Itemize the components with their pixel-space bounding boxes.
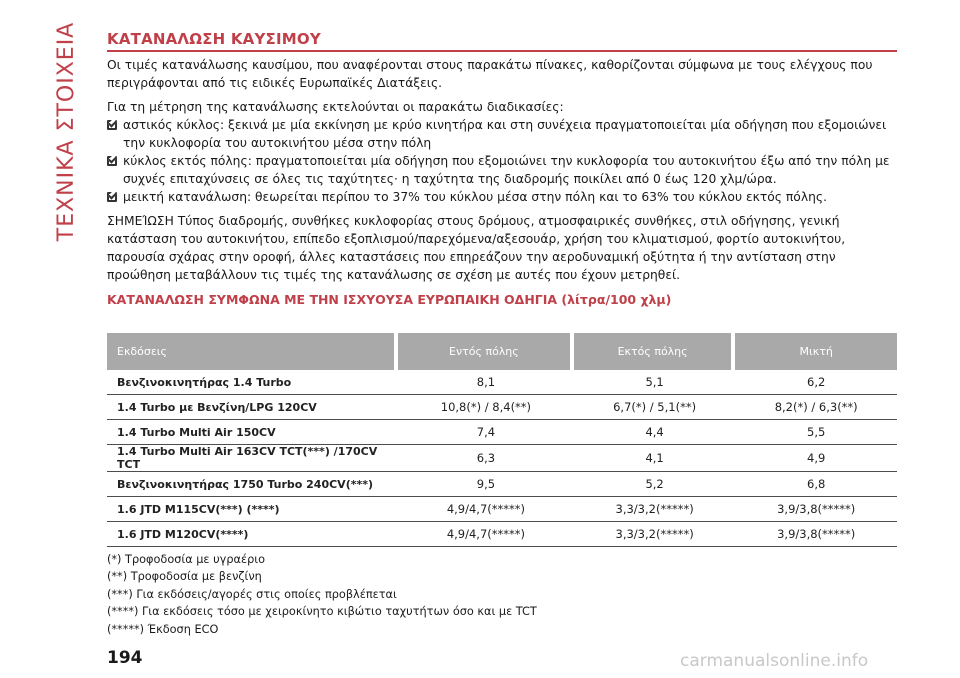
footnote: (**) Τροφοδοσία με βενζίνη xyxy=(107,570,262,584)
table-row xyxy=(107,395,897,420)
header-cell: Εκτός πόλης xyxy=(574,333,736,370)
table-cell: Βενζινοκινητήρας 1750 Turbo 240CV(***) xyxy=(107,472,398,497)
bullet-item: κύκλος εκτός πόλης: πραγματοποιείται μία οδήγηση που εξομοιώνει την κυκλοφορία του αυτοκινήτου έξω από την πόλη με συχνές επιταχύνσεις σε όλες τις ταχύτητες· η ταχύτητα της διαδρομής ποικίλει από 0 έως 120 χλμ/ώρα. xyxy=(107,152,897,188)
table-cell: 3,3/3,2(*****) xyxy=(574,522,736,547)
table-cell: 6,8 xyxy=(735,472,897,497)
footnote: (****) Για εκδόσεις τόσο με χειροκίνητο κιβώτιο ταχυτήτων όσο και με TCT xyxy=(107,605,537,619)
page-content xyxy=(107,30,897,638)
table-row xyxy=(107,497,897,522)
consumption-table xyxy=(107,333,897,547)
footnote: (*****) Έκδοση ECO xyxy=(107,622,219,636)
table-cell: 8,2(*) / 6,3(**) xyxy=(735,395,897,420)
table-cell: 6,7(*) / 5,1(**) xyxy=(574,395,736,420)
table-row xyxy=(107,420,897,445)
intro-paragraph: Οι τιμές κατανάλωσης καυσίμου, που αναφέρονται στους παρακάτω πίνακες, καθορίζονται σύμφωνα με τους ελέγχους που περιγράφονται από τις ειδικές Ευρωπαϊκές Διατάξεις. xyxy=(107,58,873,90)
table-row xyxy=(107,370,897,395)
header-cell: Μικτή xyxy=(735,333,897,370)
table-heading: ΚΑΤΑΝΑΛΩΣΗ ΣΥΜΦΩΝΑ ΜΕ ΤΗΝ ΙΣΧΥΟΥΣΑ ΕΥΡΩΠΑΙΚΗ ΟΔΗΓΙΑ (λίτρα/100 χλμ) xyxy=(107,292,672,307)
bullet-item: αστικός κύκλος: ξεκινά με μία εκκίνηση με κρύο κινητήρα και στη συνέχεια πραγματοποιείται μία οδήγηση που εξομοιώνει την κυκλοφορία του αυτοκινήτου μέσα στην πόλη xyxy=(107,116,897,152)
table-cell: 5,2 xyxy=(574,472,736,497)
table-cell: 4,9/4,7(*****) xyxy=(398,497,574,522)
table-row xyxy=(107,472,897,497)
note-paragraph: ΣΗΜΕΊΩΣΗ Τύπος διαδρομής, συνθήκες κυκλοφορίας στους δρόμους, ατμοσφαιρικές συνθήκες, στιλ οδήγησης, γενική κατάσταση του αυτοκινήτου, επίπεδο εξοπλισμού/παρεχόμενα/αξεσουάρ, χρήση του κλιματισμού, φορτίο αυτοκινήτου, παρουσία σχάρας στην οροφή, άλλες καταστάσεις που επηρεάζουν την αεροδυναμική οξύτητα ή την αντίσταση στην προώθηση μεταβάλλουν τις τιμές της κατανάλωσης σε σχέση με αυτές που έχουν μετρηθεί. xyxy=(107,214,846,282)
footnotes xyxy=(107,551,897,638)
table-cell: 1.6 JTD M115CV(***) (****) xyxy=(107,497,398,522)
table-header-row xyxy=(107,333,897,370)
table-cell: 5,5 xyxy=(735,420,897,445)
page-heading: ΚΑΤΑΝΑΛΩΣΗ ΚΑΥΣΙΜΟΥ xyxy=(107,30,897,52)
table-row xyxy=(107,522,897,547)
checkbox-bullet-icon xyxy=(107,120,117,130)
checkbox-bullet-icon xyxy=(107,192,117,202)
table-cell: 10,8(*) / 8,4(**) xyxy=(398,395,574,420)
footnote: (***) Για εκδόσεις/αγορές στις οποίες προβλέπεται xyxy=(107,587,397,601)
table-cell: 4,9/4,7(*****) xyxy=(398,522,574,547)
table-cell: 7,4 xyxy=(398,420,574,445)
table-cell: 1.6 JTD M120CV(****) xyxy=(107,522,398,547)
procedures-intro: Για τη μέτρηση της κατανάλωσης εκτελούνται οι παρακάτω διαδικασίες: xyxy=(107,100,564,114)
header-cell: Εντός πόλης xyxy=(398,333,574,370)
table-cell: 3,3/3,2(*****) xyxy=(574,497,736,522)
section-side-title: ΤΕΧΝΙΚΑ ΣΤΟΙΧΕΙΑ xyxy=(54,21,80,241)
checkbox-bullet-icon xyxy=(107,156,117,166)
table-cell: 3,9/3,8(*****) xyxy=(735,522,897,547)
table-cell: 6,2 xyxy=(735,370,897,395)
table-cell: 1.4 Turbo με Βενζίνη/LPG 120CV xyxy=(107,395,398,420)
table-cell: 4,4 xyxy=(574,420,736,445)
footnote: (*) Τροφοδοσία με υγραέριο xyxy=(107,553,265,566)
header-cell: Εκδόσεις xyxy=(107,333,398,370)
page-number: 194 xyxy=(107,648,143,668)
table-cell: 9,5 xyxy=(398,472,574,497)
table-cell: 1.4 Turbo Multi Air 163CV TCT(***) /170CV TCT xyxy=(107,445,398,472)
watermark: carmanualsonline.info xyxy=(680,651,869,671)
bullet-item: μεικτή κατανάλωση: θεωρείται περίπου το 37% του κύκλου μέσα στην πόλη και το 63% του κύκλου εκτός πόλης. xyxy=(107,188,897,206)
table-cell: 6,3 xyxy=(398,445,574,472)
table-cell: 4,1 xyxy=(574,445,736,472)
table-cell: Βενζινοκινητήρας 1.4 Turbo xyxy=(107,370,398,395)
table-row xyxy=(107,445,897,472)
table-cell: 1.4 Turbo Multi Air 150CV xyxy=(107,420,398,445)
table-cell: 3,9/3,8(*****) xyxy=(735,497,897,522)
table-cell: 5,1 xyxy=(574,370,736,395)
table-cell: 4,9 xyxy=(735,445,897,472)
table-cell: 8,1 xyxy=(398,370,574,395)
